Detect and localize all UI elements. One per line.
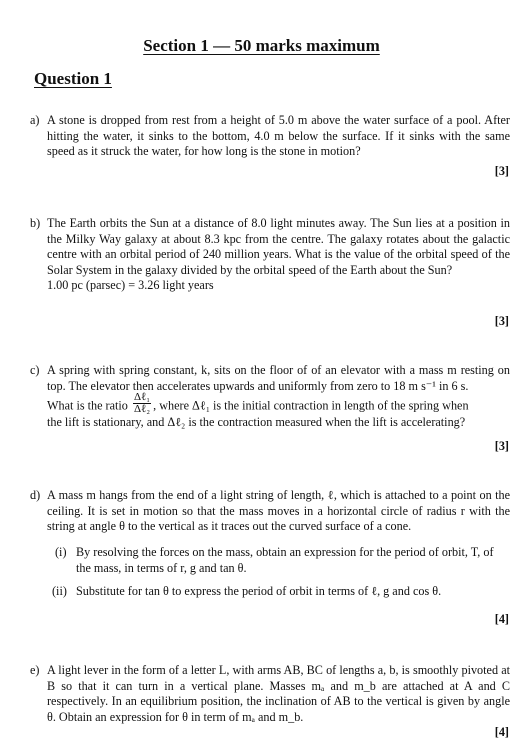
fraction-numerator: Δℓ₁ [133,391,151,404]
part-d-sub-ii [52,584,502,600]
sub-i-label: (i) [55,545,67,559]
part-d-sub-i [55,545,495,576]
sub-ii-label: (ii) [52,584,67,598]
part-e-marks: [4] [494,725,509,739]
part-b-text: The Earth orbits the Sun at a distance of 8.0 light minutes away. The Sun lies at a position in the Milky Way galaxy at about 8.3 kpc from the centre. The galaxy rotates about the galactic centre with an orbital period of 240 million years. What is the value of the orbital speed of the Solar System in the galaxy divided by the orbital speed of the Earth about the Sun? [47,216,510,277]
part-a [30,113,510,160]
section-title: Section 1 — 50 marks maximum [143,36,380,55]
sub-ii-text: Substitute for tan θ to express the period of orbit in terms of ℓ, g and cos θ. [76,584,442,598]
part-b [30,216,510,294]
part-c-text-1: A spring with spring constant, k, sits on the floor of of an elevator with a mass m resting on top. The elevator then accelerates upwards and uniformly from zero to 18 m s⁻¹ in 6 s. [47,363,510,393]
sub-i-text: By resolving the forces on the mass, obtain an expression for the period of orbit, T, of the mass, in terms of r, g and tan θ. [76,545,494,575]
part-d [30,488,510,535]
part-a-marks: [3] [494,164,509,178]
part-e [30,663,510,725]
part-b-label: b) [30,216,41,230]
fraction-denominator: Δℓ₂ [133,403,151,416]
part-c [30,363,510,431]
part-d-marks: [4] [494,612,509,626]
part-e-text: A light lever in the form of a letter L, with arms AB, BC of lengths a, b, is smoothly pivoted at B so that it can turn in a vertical plane. Masses mₐ and m_b are attached at A and C respectively. In an equilibrium position, the inclination of AB to the vertical is given by angle θ. Obtain an expression for θ in term of mₐ and m_b. [47,663,510,724]
part-b-note: 1.00 pc (parsec) = 3.26 light years [47,278,214,293]
part-a-text: A stone is dropped from rest from a height of 5.0 m above the water surface of a pool. After hitting the water, it sinks to the bottom, 4.0 m below the surface. If it sinks with the same speed as it struck the water, for how long is the stone in motion? [47,113,510,159]
question-title: Question 1 [34,69,112,88]
part-c-text-2a: What is the ratio [47,398,128,413]
part-c-marks: [3] [494,439,509,453]
part-e-label: e) [30,663,40,677]
ratio-fraction [133,392,151,415]
part-c-text-2b: , where Δℓ₁ is the initial contraction in length of the spring when [153,398,469,413]
part-c-text-3: the lift is stationary, and Δℓ₂ is the contraction measured when the lift is accelerating? [47,415,466,430]
part-c-text-2 [47,391,510,416]
part-c-label: c) [30,363,40,377]
part-a-label: a) [30,113,40,127]
part-d-label: d) [30,488,41,502]
part-b-marks: [3] [494,314,509,328]
part-d-text: A mass m hangs from the end of a light string of length, ℓ, which is attached to a point on the ceiling. It is set in motion so that the mass moves in a horizontal circle of radius r with the string at angle θ to the vertical as it traces out the curved surface of a cone. [47,488,510,534]
